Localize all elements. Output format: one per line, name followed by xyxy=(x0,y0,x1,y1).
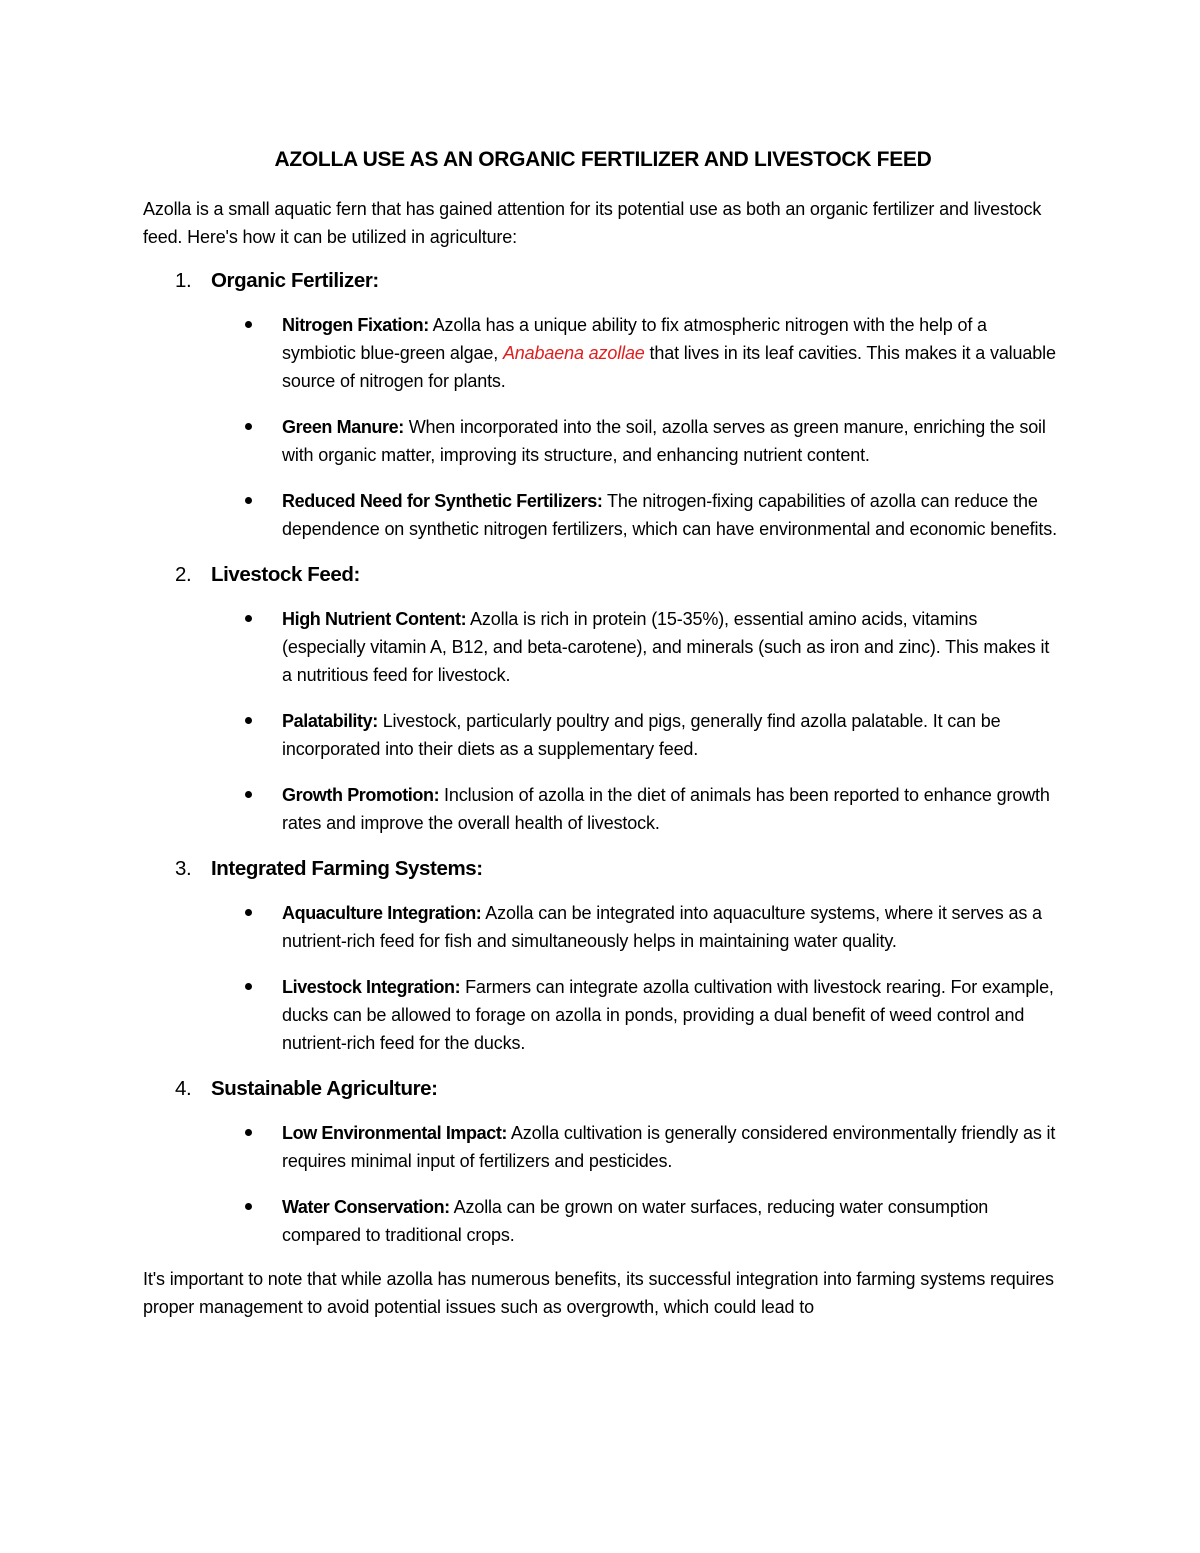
section-list-organic-fertilizer xyxy=(143,311,1063,543)
list-item xyxy=(143,1193,1063,1249)
item-text: Azolla can be grown on water surfaces, reducing water consumption compared to traditional crops. xyxy=(282,1197,989,1245)
section-heading-sustainable-agriculture xyxy=(143,1075,1063,1103)
list-item xyxy=(143,1119,1063,1175)
list-item xyxy=(143,311,1063,395)
closing-paragraph: It's important to note that while azolla has numerous benefits, its successful integration into farming systems requires proper management to avoid potential issues such as overgrowth, which could lead to xyxy=(143,1269,1054,1317)
section-list-sustainable-agriculture xyxy=(143,1119,1063,1249)
section-heading-integrated-farming xyxy=(143,855,1063,883)
item-text: Azolla is rich in protein (15-35%), essential amino acids, vitamins (especially vitamin A, B12, and beta-carotene), and minerals (such as iron and zinc). This makes it a nutritious feed for livestock. xyxy=(282,609,1050,685)
item-term: High Nutrient Content: xyxy=(282,609,467,629)
bullet-icon xyxy=(143,311,282,395)
item-term: Green Manure: xyxy=(282,417,404,437)
item-term: Low Environmental Impact: xyxy=(282,1123,508,1143)
section-heading-livestock-feed xyxy=(143,561,1063,589)
intro-paragraph: Azolla is a small aquatic fern that has gained attention for its potential use as both an organic fertilizer and livestock feed. Here's how it can be utilized in agriculture: xyxy=(143,199,1042,247)
item-text: When incorporated into the soil, azolla serves as green manure, enriching the soil with organic matter, improving its structure, and enhancing nutrient content. xyxy=(282,417,1046,465)
item-term: Nitrogen Fixation: xyxy=(282,315,429,335)
section-title: Integrated Farming Systems: xyxy=(211,857,483,880)
section-number: 1. xyxy=(175,269,192,292)
bullet-icon xyxy=(143,605,282,689)
section-number: 4. xyxy=(175,1077,192,1100)
item-text: Azolla can be integrated into aquaculture systems, where it serves as a nutrient-rich feed for fish and simultaneously helps in maintaining water quality. xyxy=(282,903,1042,951)
document-body xyxy=(143,145,1063,1321)
list-item xyxy=(143,781,1063,837)
section-number: 3. xyxy=(175,857,192,880)
list-item xyxy=(143,605,1063,689)
item-text: Farmers can integrate azolla cultivation with livestock rearing. For example, ducks can be allowed to forage on azolla in ponds, providing a dual benefit of weed control and nutrient-rich feed for the ducks. xyxy=(282,977,1054,1053)
item-term: Reduced Need for Synthetic Fertilizers: xyxy=(282,491,603,511)
list-item xyxy=(143,973,1063,1057)
section-number: 2. xyxy=(175,563,192,586)
item-text: Inclusion of azolla in the diet of animals has been reported to enhance growth rates and improve the overall health of livestock. xyxy=(282,785,1050,833)
item-text: Azolla has a unique ability to fix atmospheric nitrogen with the help of a symbiotic blue-green algae, xyxy=(282,315,987,363)
bullet-icon xyxy=(143,1193,282,1249)
species-name-highlight: Anabaena azollae xyxy=(502,343,645,363)
list-item xyxy=(143,899,1063,955)
section-list-integrated-farming xyxy=(143,899,1063,1057)
bullet-icon xyxy=(143,413,282,469)
section-list-livestock-feed xyxy=(143,605,1063,837)
section-heading-organic-fertilizer xyxy=(143,267,1063,295)
list-item xyxy=(143,707,1063,763)
section-title: Sustainable Agriculture: xyxy=(211,1077,438,1100)
section-title: Livestock Feed: xyxy=(211,563,360,586)
bullet-icon xyxy=(143,973,282,1057)
bullet-icon xyxy=(143,707,282,763)
item-term: Livestock Integration: xyxy=(282,977,461,997)
item-text: that lives in its leaf cavities. This makes it a valuable source of nitrogen for plants. xyxy=(282,343,1056,391)
item-term: Palatability: xyxy=(282,711,378,731)
section-title: Organic Fertilizer: xyxy=(211,269,379,292)
item-text: Livestock, particularly poultry and pigs, generally find azolla palatable. It can be incorporated into their diets as a supplementary feed. xyxy=(282,711,1001,759)
item-text: Azolla cultivation is generally considered environmentally friendly as it requires minimal input of fertilizers and pesticides. xyxy=(282,1123,1056,1171)
bullet-icon xyxy=(143,487,282,543)
bullet-icon xyxy=(143,899,282,955)
item-term: Water Conservation: xyxy=(282,1197,450,1217)
item-term: Growth Promotion: xyxy=(282,785,440,805)
item-text: The nitrogen-fixing capabilities of azolla can reduce the dependence on synthetic nitrogen fertilizers, which can have environmental and economic benefits. xyxy=(282,491,1057,539)
item-term: Aquaculture Integration: xyxy=(282,903,482,923)
list-item xyxy=(143,487,1063,543)
document-title: AZOLLA USE AS AN ORGANIC FERTILIZER AND LIVESTOCK FEED xyxy=(274,148,932,171)
list-item xyxy=(143,413,1063,469)
bullet-icon xyxy=(143,1119,282,1175)
bullet-icon xyxy=(143,781,282,837)
